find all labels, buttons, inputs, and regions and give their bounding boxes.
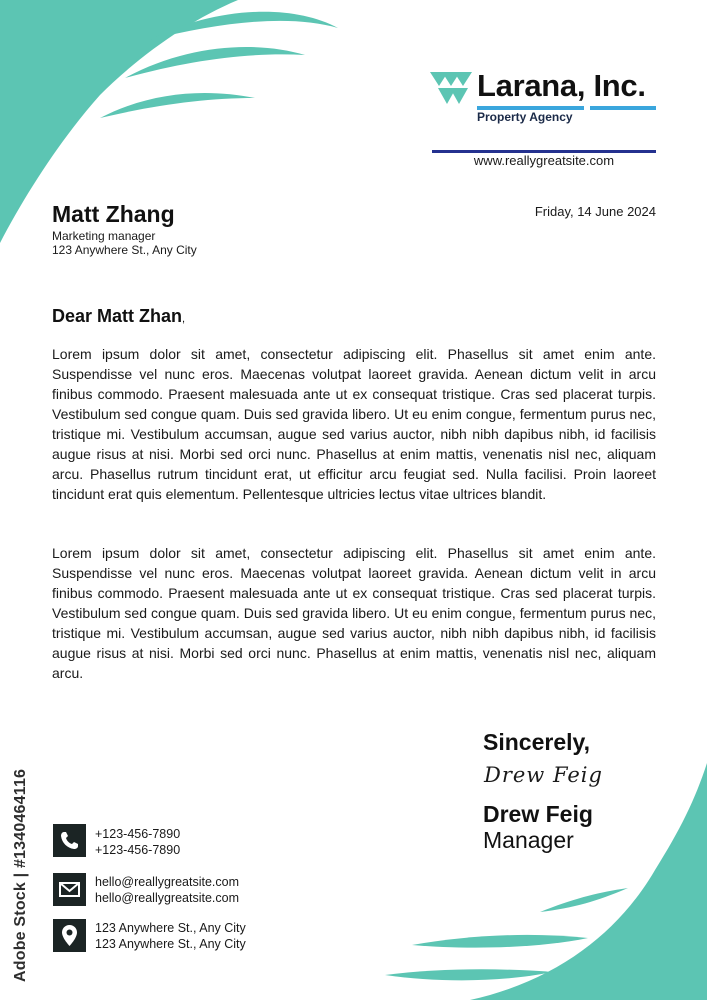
postal-address: 123 Anywhere St., Any City <box>95 921 246 935</box>
bottom-wing-1 <box>540 888 628 912</box>
company-tagline: Property Agency <box>477 110 573 124</box>
sender-name: Drew Feig <box>483 801 593 827</box>
stacked-triangles-logo-icon <box>430 70 474 110</box>
phone-number[interactable]: +123-456-7890 <box>95 827 181 841</box>
bottom-wing-2 <box>412 935 588 948</box>
greeting-text: Dear Matt Zhan <box>52 306 183 326</box>
letter-date: Friday, 14 June 2024 <box>534 204 656 219</box>
bottom-wing-3 <box>385 969 552 980</box>
recipient-name: Matt Zhang <box>52 201 175 227</box>
phone-number[interactable]: +123-456-7890 <box>95 843 181 857</box>
email-address[interactable]: hello@reallygreatsite.com <box>95 891 240 905</box>
envelope-icon <box>53 873 86 906</box>
stock-watermark-text: Adobe Stock | #1340464116 <box>12 768 29 982</box>
top-wing-2 <box>125 47 305 78</box>
closing-salutation: Sincerely, <box>483 729 590 755</box>
body-paragraph: Lorem ipsum dolor sit amet, consectetur adipiscing elit. Phasellus sit amet enim ante. Suspendisse vel nunc eros. Maecenas volutpat laoreet gravida. Aenean dictum velit in arcu finibus commodo. Praesent malesuada ante ut ex consequat tristique. Cras sed placerat turpis. Vestibulum sed congue quam. Duis sed gravida libero. Ut eu enim congue, fermentum purus nec, tristique mi. Vestibulum accumsan, augue sed varius auctor, nibh nibh dapibus nibh, id facilisis augue risus at nisi. Morbi sed orci nunc. Phasellus at enim mattis, venenatis nisl nec, aliquam arcu. <box>52 545 656 681</box>
postal-address: 123 Anywhere St., Any City <box>95 937 246 951</box>
website-link[interactable]: www.reallygreatsite.com <box>473 153 615 168</box>
letter-greeting <box>52 306 185 327</box>
location-pin-icon <box>53 919 86 952</box>
phone-icon <box>53 824 86 857</box>
email-address[interactable]: hello@reallygreatsite.com <box>95 875 240 889</box>
postal-addresses <box>95 920 246 952</box>
greeting-punct: , <box>182 313 186 325</box>
email-addresses <box>95 874 239 906</box>
company-name: Larana, Inc. <box>477 68 646 103</box>
handwritten-signature: Drew Feig <box>484 763 603 787</box>
bottom-right-wave <box>470 763 707 1000</box>
body-paragraph: Lorem ipsum dolor sit amet, consectetur adipiscing elit. Phasellus sit amet enim ante. Suspendisse vel nunc eros. Maecenas volutpat laoreet gravida. Aenean dictum velit in arcu finibus commodo. Praesent malesuada ante ut ex consequat tristique. Cras sed placerat turpis. Vestibulum sed congue quam. Duis sed gravida libero. Ut eu enim congue, fermentum purus nec, tristique mi. Vestibulum accumsan, augue sed varius auctor, nibh nibh dapibus nibh, id facilisis augue risus at nisi. Morbi sed orci nunc. Phasellus at enim mattis, venenatis nisl nec, aliquam arcu. Phasellus rutrum tincidunt erat, ut efficitur arcu feugiat sed. Nulla facilisi. Proin laoreet tincidunt erat quis elementum. Pellentesque ultricies lectus vitae ultrices blandit. <box>52 346 656 502</box>
phone-numbers <box>95 826 180 858</box>
sender-role: Manager <box>483 827 574 853</box>
logo-underline-bar <box>590 106 656 110</box>
recipient-title: Marketing manager <box>52 229 156 243</box>
top-wing-3 <box>100 93 255 118</box>
recipient-address: 123 Anywhere St., Any City <box>52 243 197 257</box>
